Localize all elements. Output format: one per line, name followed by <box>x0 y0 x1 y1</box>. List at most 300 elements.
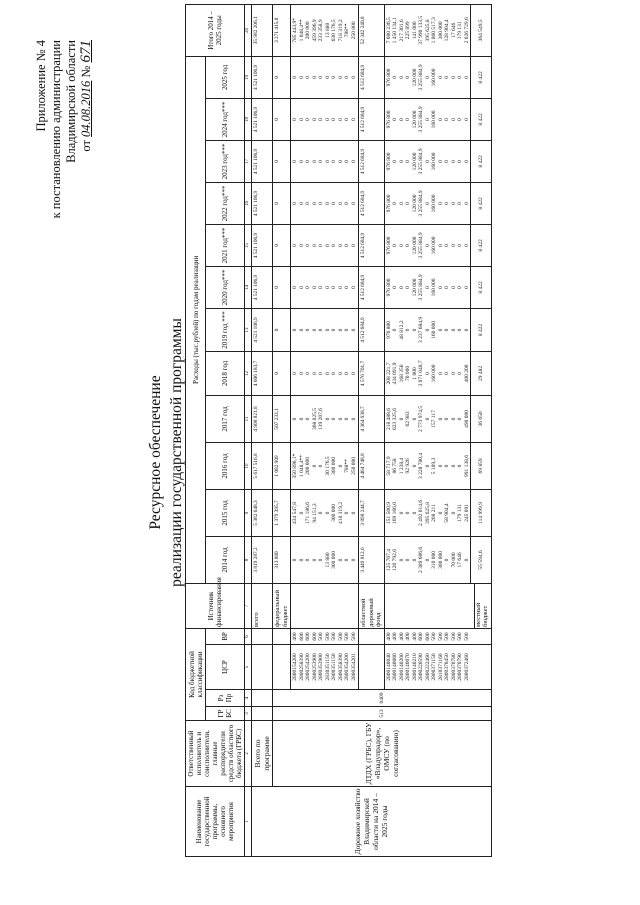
cell: 3 271 415,8 <box>273 4 291 56</box>
appendix-date-line <box>79 40 94 218</box>
source-local: местный бюджет <box>474 602 489 627</box>
list-value: 600 <box>424 632 431 641</box>
list-value: 160 000 <box>431 110 437 129</box>
list-value: 0 <box>405 118 411 121</box>
list-value: 217 301,6 <box>398 19 405 42</box>
list-value: 0 <box>337 202 344 205</box>
fed-2023 <box>291 140 359 182</box>
list-value: 2800253900 <box>311 653 318 681</box>
list-value: 0 <box>424 160 431 163</box>
list-value: 0 <box>463 76 470 79</box>
list-value: 0 <box>437 511 444 515</box>
list-value: 0 <box>457 372 463 375</box>
list-value: 0 <box>324 417 331 421</box>
list-value: 179 131 <box>457 21 463 40</box>
list-value: 200 000 <box>305 21 311 40</box>
cell: 4 464 748,8 <box>359 442 385 489</box>
list-value: 0 <box>411 464 418 468</box>
list-value: 120 000 <box>411 236 418 255</box>
list-value: 250 000 <box>350 457 357 475</box>
list-value: 500 <box>463 632 470 641</box>
list-value: 0 <box>405 244 411 247</box>
list-value: 0 <box>292 244 298 247</box>
list-value: 0 <box>337 76 344 79</box>
list-value: 0 <box>411 511 418 515</box>
list-value: 600 <box>418 632 424 641</box>
list-value: 3 255 884,9 <box>418 64 424 91</box>
col-rzpr: Рз Пр <box>206 690 245 707</box>
list-value: 490 000 <box>463 410 470 428</box>
list-value: 0 <box>444 328 450 332</box>
list-value: 3 228 780,4 <box>418 452 424 480</box>
reg-2015 <box>384 489 491 536</box>
list-value: 400 <box>392 632 398 641</box>
list-value: 160 000 <box>431 321 437 339</box>
col-2017: 2017 год <box>206 395 245 442</box>
list-value: 400 <box>385 632 392 641</box>
list-value: 976 800 <box>385 194 392 213</box>
cell: 3 449 812,6 <box>359 536 385 583</box>
list-value: 0 <box>318 328 324 332</box>
list-value: 0 <box>457 118 463 121</box>
local-value: 8 422 <box>477 113 484 126</box>
cell: 4 521 106,9 <box>252 266 273 308</box>
list-value: 500 <box>331 632 337 641</box>
col-2024: 2024 год*** <box>206 98 245 140</box>
reg-2016 <box>384 442 491 489</box>
fed-2018 <box>291 351 359 395</box>
local-value: 8 422 <box>477 281 484 294</box>
list-value: 2 492 014,6 <box>418 499 424 527</box>
list-value: 0 <box>337 328 344 332</box>
colnum: 6 <box>245 628 252 644</box>
list-value: 976 800 <box>385 278 392 297</box>
list-value: 0 <box>463 202 470 205</box>
list-value: 0 <box>298 244 305 247</box>
list-value: 0 <box>405 558 411 562</box>
list-value: 2 389 606,6 <box>418 546 424 574</box>
cell: 4 521 106,9 <box>252 224 273 266</box>
list-value: 94 151,3 <box>311 503 318 523</box>
local-divider <box>470 443 478 489</box>
colnum: 2 <box>245 721 252 787</box>
cell: 1 082 909 <box>273 442 291 489</box>
list-value: 0 <box>324 328 331 332</box>
list-value: 0 <box>298 328 305 332</box>
col-source: Источник финансирования <box>186 583 245 628</box>
list-value: 0 <box>405 202 411 205</box>
appendix-line-2: к постановлению администрации <box>49 40 63 219</box>
colnum: 12 <box>245 351 252 395</box>
list-value: 500 <box>431 632 437 641</box>
col-2018: 2018 год <box>206 351 245 395</box>
list-value: 0 <box>411 328 418 332</box>
row-total <box>252 4 273 856</box>
column-number-row <box>245 4 252 856</box>
list-value: 0 <box>305 328 311 332</box>
list-value: 250 000 <box>350 21 357 40</box>
col-name: Наименование государственной программы, основного мероприятия <box>186 787 245 857</box>
list-value: 139 207,6 <box>318 407 324 430</box>
list-value: 0 <box>350 286 357 289</box>
list-value: 500 <box>337 632 344 641</box>
list-value: 0 <box>305 372 311 375</box>
list-value: 400 <box>405 632 411 641</box>
list-value: 500 <box>350 632 357 641</box>
list-value: 2800154200 <box>292 653 298 681</box>
list-value: 0 <box>424 244 431 247</box>
reg-2020 <box>384 266 491 308</box>
list-value: 0 <box>444 244 450 247</box>
list-value: 2800254200 <box>305 653 311 681</box>
list-value: 0 <box>450 118 457 121</box>
colnum: 10 <box>245 442 252 489</box>
list-value: 0 <box>424 417 431 421</box>
list-value: 300 000 <box>437 551 444 569</box>
list-value: 0 <box>437 160 444 163</box>
list-value: 62 983 <box>405 411 411 427</box>
reg-2025 <box>384 56 491 98</box>
list-value: 2830351150 <box>324 653 331 681</box>
list-value: 0 <box>298 372 305 375</box>
title-line-2: реализации государственной программы <box>168 318 185 587</box>
list-value: 58 904,4 <box>444 503 450 523</box>
list-value: 630 176,5 <box>331 19 337 42</box>
list-value: 2800140070 <box>405 653 411 681</box>
list-value: 0 <box>298 76 305 79</box>
list-value: 160 000 <box>431 364 437 383</box>
list-value: 400 <box>292 632 298 641</box>
vr-list-federal <box>291 628 359 644</box>
local-divider <box>470 183 478 224</box>
list-value: 300 000 <box>331 551 337 569</box>
list-value: 0 <box>424 464 431 468</box>
list-value: 0 <box>331 328 337 332</box>
list-value: 0 <box>298 202 305 205</box>
list-value: 0 <box>337 464 344 468</box>
list-value: 0 <box>350 511 357 515</box>
colnum: 14 <box>245 266 252 308</box>
list-value: 0 <box>311 76 318 79</box>
fed-2021 <box>291 224 359 266</box>
list-value: 0 <box>292 372 298 375</box>
cell: 4 521 106,9 <box>252 98 273 140</box>
cell: 0 <box>273 224 291 266</box>
list-value: 0 <box>398 76 405 79</box>
list-value: 0 <box>398 160 405 163</box>
list-value: 179 131 <box>457 504 463 522</box>
list-value: 785 443,9* <box>292 17 298 43</box>
list-value: 0 <box>298 417 305 421</box>
list-value: 310 000 <box>431 551 437 569</box>
col-vr: ВР <box>206 628 245 644</box>
list-value: 157 117 <box>431 410 437 428</box>
list-value: 0 <box>318 76 324 79</box>
list-value: 2800222460 <box>424 653 431 681</box>
list-value: 0 <box>311 558 318 562</box>
list-value: 0 <box>450 511 457 515</box>
col-2019: 2019 год *** <box>206 308 245 351</box>
list-value: 0 <box>437 76 444 79</box>
list-value: 0 <box>305 244 311 247</box>
list-value: 48 812,2 <box>398 320 405 340</box>
list-value: 160 000 <box>431 278 437 297</box>
reg-2014 <box>384 536 491 583</box>
list-value: 0 <box>392 328 398 332</box>
col-2015: 2015 год <box>206 489 245 536</box>
list-value: 0 <box>392 76 398 79</box>
cell: 4 512 684,9 <box>359 140 385 182</box>
list-value: 7 600 236,5 <box>385 17 392 44</box>
list-value: 0 <box>324 202 331 205</box>
cell: 0 <box>273 182 291 224</box>
list-value: 0 <box>424 372 431 375</box>
list-value: 233 358,9 <box>318 19 324 42</box>
colnum: 7 <box>245 583 252 628</box>
list-value: 0 <box>350 76 357 79</box>
list-value: 30 176,5 <box>324 456 331 476</box>
local-value: 29 482 <box>477 365 484 382</box>
list-value: 0 <box>457 328 463 332</box>
colnum: 5 <box>245 645 252 690</box>
list-value: 0 <box>318 511 324 515</box>
list-value: 0 <box>292 76 298 79</box>
list-value: 0 <box>337 417 344 421</box>
list-value: 0 <box>398 286 405 289</box>
list-value: 2 026 729,6 <box>463 17 470 44</box>
local-divider <box>470 225 478 266</box>
cell: 4 512 684,9 <box>359 182 385 224</box>
cell: 4 512 684,9 <box>359 98 385 140</box>
list-value: 2800372460 <box>463 653 470 681</box>
grbs-code: 513 <box>273 707 492 721</box>
list-value: 500 <box>450 632 457 641</box>
list-value: 0 <box>437 202 444 205</box>
cell: 4 908 821,8 <box>252 395 273 442</box>
col-2023: 2023 год*** <box>206 140 245 182</box>
list-value: 0 <box>350 202 357 205</box>
col-total: Итого 2014 – 2025 годы <box>186 4 245 56</box>
list-value: 17 646 <box>450 22 457 38</box>
list-value: 0 <box>444 202 450 205</box>
local-value: 69 859 <box>477 458 484 474</box>
list-value: 86 758 <box>392 458 398 474</box>
list-value: 13 880 <box>324 552 331 568</box>
list-value: 200 000 <box>305 457 311 475</box>
list-value: 0 <box>398 511 405 515</box>
reg-2019 <box>384 308 491 351</box>
list-value: 0 <box>331 417 337 421</box>
appendix-line-1: Приложение № 4 <box>34 40 48 132</box>
list-value: 120 000 <box>411 68 418 87</box>
cell: 4 521 106,9 <box>252 140 273 182</box>
list-value: 0 <box>437 372 444 375</box>
list-value: 120 000 <box>411 194 418 213</box>
list-value: 0 <box>398 118 405 121</box>
list-value: 300 000 <box>437 21 444 40</box>
cell: 5 617 516,8 <box>252 442 273 489</box>
list-value: 0 <box>450 286 457 289</box>
list-value: 171 186,6 <box>305 501 311 524</box>
list-value: 1 238,4 <box>398 457 405 475</box>
list-value: 0 <box>450 160 457 163</box>
colnum: 19 <box>245 56 252 98</box>
col-2014: 2014 год <box>206 536 245 583</box>
list-value: 0 <box>305 286 311 289</box>
cell: 4 606 183,7 <box>252 351 273 395</box>
list-value: 0 <box>350 160 357 163</box>
list-value: 0 <box>324 511 331 515</box>
list-value: 0 <box>450 202 457 205</box>
list-value: 0 <box>392 202 398 205</box>
list-value: 0 <box>350 118 357 121</box>
list-value: 120 000 <box>411 152 418 171</box>
reg-2024 <box>384 98 491 140</box>
source-regional: областной дорожный фонд <box>359 583 385 628</box>
vr-list-regional <box>384 628 491 644</box>
list-value: 0 <box>318 464 324 468</box>
cell: 4 521 106,9 <box>252 182 273 224</box>
list-value: 788** <box>344 459 350 473</box>
list-value: 0 <box>311 464 318 468</box>
list-value: 976 800 <box>385 236 392 255</box>
list-value: 0 <box>450 464 457 468</box>
list-value: 0 <box>450 372 457 375</box>
list-value: 208 221,7 <box>385 362 392 385</box>
col-resp: Ответственный исполнитель и соисполнители, главные распорядители средств областного бюджета (ГРБС) <box>186 721 245 787</box>
list-value: 0 <box>331 202 337 205</box>
colnum: 20 <box>245 4 252 56</box>
list-value: 120 000 <box>411 278 418 297</box>
list-value: 395 625,8 <box>424 501 431 524</box>
list-value: 1 048,4** <box>298 19 305 42</box>
list-value: 0 <box>337 372 344 375</box>
list-value: 0 <box>324 372 331 375</box>
cell: 0 <box>273 140 291 182</box>
list-value: 128 904,4 <box>444 19 450 42</box>
colnum: 11 <box>245 395 252 442</box>
list-value: 0 <box>444 417 450 421</box>
fed-2024 <box>291 98 359 140</box>
list-value: 0 <box>411 558 418 562</box>
list-value: 0 <box>457 286 463 289</box>
list-value: 70 000 <box>450 552 457 568</box>
list-value: 0 <box>405 511 411 515</box>
list-value: 0 <box>437 464 444 468</box>
list-value: 991 138,6 <box>463 454 470 477</box>
local-value: 8 422 <box>477 323 484 337</box>
cell: 4 512 684,9 <box>359 56 385 98</box>
cell: 0 <box>273 308 291 351</box>
list-value: 623 325,6 <box>392 407 398 430</box>
list-value: 0 <box>350 328 357 332</box>
list-value: 0 <box>457 160 463 163</box>
list-value: 0 <box>292 160 298 163</box>
col-2016: 2016 год <box>206 442 245 489</box>
colnum: 4 <box>245 690 252 707</box>
list-value: 0 <box>337 286 344 289</box>
list-value: 0 <box>292 202 298 205</box>
rzpr-code: 0409 <box>273 690 492 707</box>
local-value: 55 594,6 <box>477 550 484 570</box>
list-value: 168 350 <box>398 364 405 383</box>
colnum: 15 <box>245 224 252 266</box>
list-value: 3 255 884,9 <box>418 106 424 133</box>
local-divider <box>470 396 478 442</box>
source-federal: федеральный бюджет <box>273 583 291 628</box>
fed-2017 <box>291 395 359 442</box>
resource-table <box>185 4 492 857</box>
appendix-number: 671 <box>78 40 94 63</box>
list-value: 0 <box>424 202 431 205</box>
list-value: 0 <box>350 372 357 375</box>
list-value: 2800140060 <box>392 653 398 681</box>
list-value: 160 000 <box>431 236 437 255</box>
list-value: 0 <box>437 244 444 247</box>
list-value: 3 071 048,7 <box>418 360 424 387</box>
list-value: 0 <box>344 286 350 289</box>
cell: 0 <box>273 351 291 395</box>
cell: 507 233,1 <box>273 395 291 442</box>
local-value: 36 650 <box>477 411 484 427</box>
fed-total <box>291 4 359 56</box>
list-value: 2800140210 <box>411 653 418 681</box>
list-value: 0 <box>292 558 298 562</box>
list-value: 0 <box>292 118 298 121</box>
list-value: 0 <box>450 328 457 332</box>
list-value: 600 <box>311 632 318 641</box>
list-value: 2800354200 <box>344 653 350 681</box>
fed-2016 <box>291 442 359 489</box>
local-divider <box>470 490 478 536</box>
local-divider <box>470 352 478 395</box>
list-value: 0 <box>424 286 431 289</box>
list-value: 0 <box>392 286 398 289</box>
list-value: 0 <box>324 76 331 79</box>
fed-2014 <box>291 536 359 583</box>
list-value: 0 <box>298 286 305 289</box>
list-value: 0 <box>344 328 350 332</box>
cell: 4 521 106,9 <box>252 308 273 351</box>
list-value: 0 <box>437 417 444 421</box>
fed-2022 <box>291 182 359 224</box>
list-value: 0 <box>337 160 344 163</box>
list-value: 37 990 133,5 <box>418 15 424 45</box>
list-value: 2800353900 <box>318 653 324 681</box>
list-value: 0 <box>305 202 311 205</box>
program-total-label: Всего по программе <box>252 721 273 787</box>
list-value: 0 <box>311 372 318 375</box>
list-value: 0 <box>344 202 350 205</box>
list-value: 500 <box>444 632 450 641</box>
list-value: 400 200 <box>463 364 470 383</box>
local-value: 364 549,5 <box>477 19 484 42</box>
list-value: 0 <box>331 160 337 163</box>
cell: 4 512 684,9 <box>359 266 385 308</box>
list-value: 0 <box>398 558 405 562</box>
list-value: 0 <box>318 160 324 163</box>
list-value: 976 800 <box>385 152 392 171</box>
list-value: 0 <box>405 160 411 163</box>
cell: 52 342 240,8 <box>359 4 385 56</box>
list-value: 418 319,2 <box>337 501 344 524</box>
list-value: 300 000 <box>331 457 337 475</box>
list-value: 0 <box>311 286 318 289</box>
local-divider <box>470 309 478 351</box>
cell: 0 <box>273 266 291 308</box>
local-divider <box>470 267 478 308</box>
list-value: 718 319,2 <box>337 19 344 42</box>
